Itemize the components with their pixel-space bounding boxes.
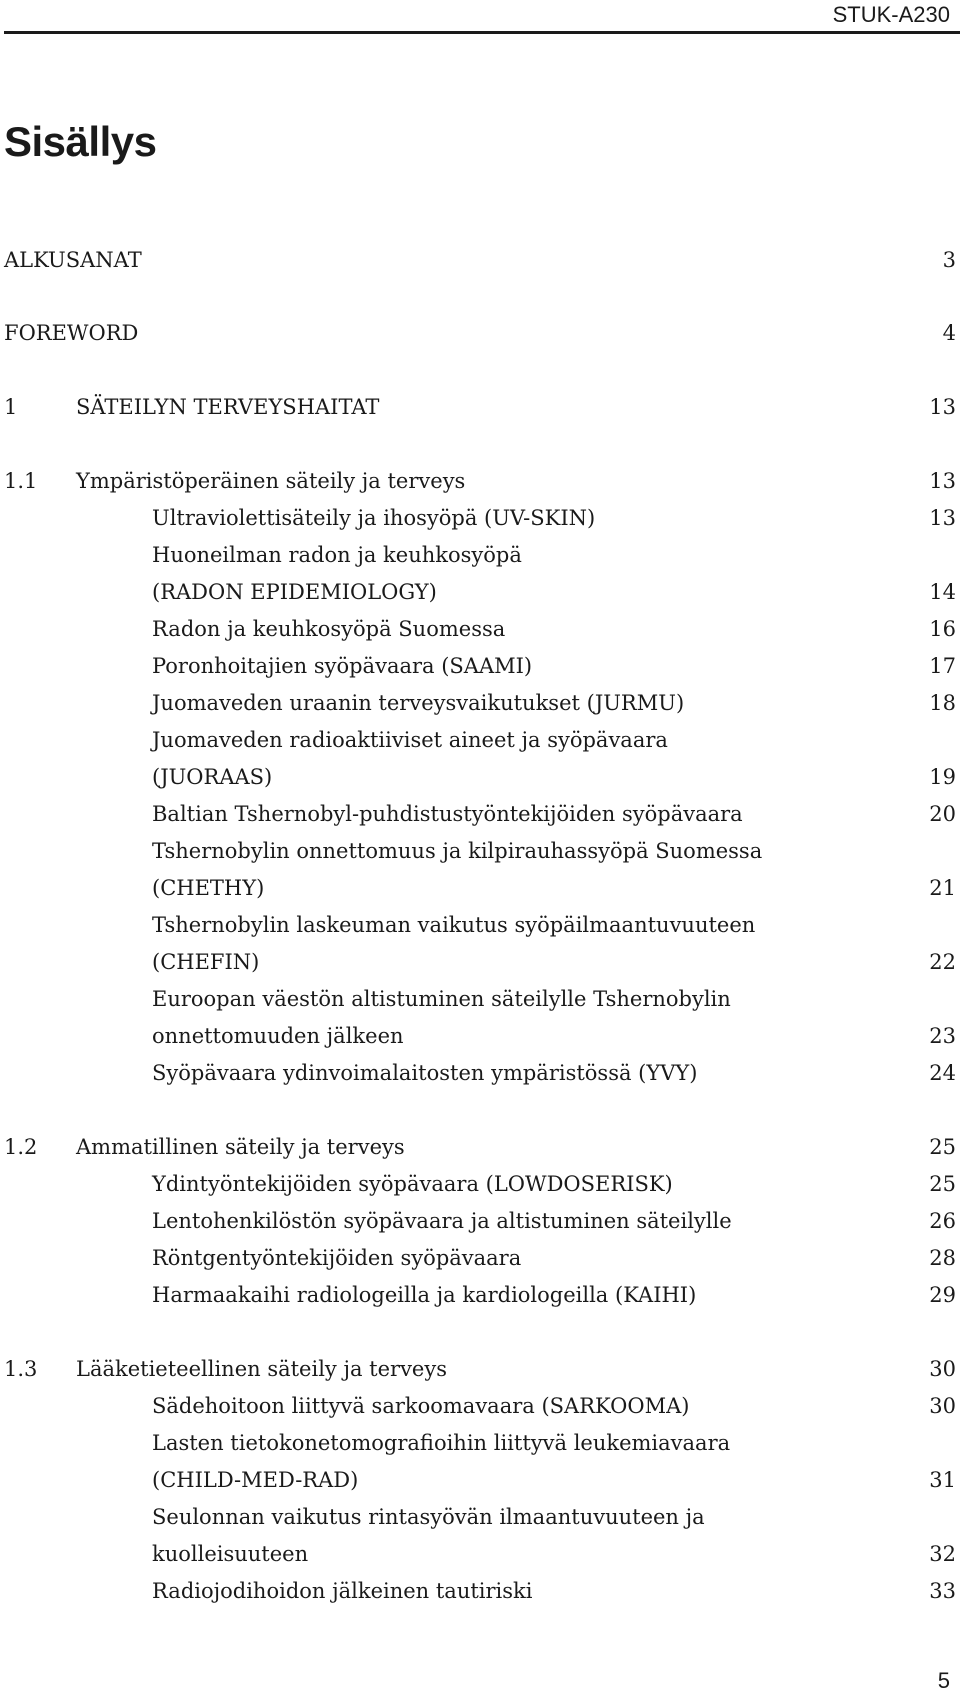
toc-entry-foreword[interactable] <box>4 316 956 350</box>
toc-entry-child-med-rad-line1[interactable] <box>4 1426 956 1460</box>
toc-entry-text: Röntgentyöntekijöiden syöpävaara <box>152 1246 522 1270</box>
toc-entry-text: Ydintyöntekijöiden syöpävaara (LOWDOSERISK) <box>152 1172 673 1196</box>
toc-entry-chefin-line2[interactable] <box>4 945 956 979</box>
toc-entry-text: Juomaveden uraanin terveysvaikutukset (JURMU) <box>152 691 685 715</box>
toc-entry-seulonta-line1[interactable] <box>4 1500 956 1534</box>
toc-entry-lowdoserisk[interactable] <box>4 1167 956 1201</box>
toc-entry-text: Euroopan väestön altistuminen säteilylle Tshernobylin <box>152 987 731 1011</box>
toc-page-number: 23 <box>929 1024 956 1048</box>
toc-entry-text: Ammatillinen säteily ja terveys <box>76 1135 405 1159</box>
toc-page-number: 18 <box>929 691 956 715</box>
toc-entry-lento[interactable] <box>4 1204 956 1238</box>
toc-page-number: 28 <box>929 1246 956 1270</box>
toc-entry-yvy[interactable] <box>4 1056 956 1090</box>
toc-page-number: 4 <box>942 321 956 345</box>
toc-entry-seulonta-line2[interactable] <box>4 1537 956 1571</box>
toc-section-number: 1.1 <box>4 469 38 493</box>
toc-entry-text: Harmaakaihi radiologeilla ja kardiologeilla (KAIHI) <box>152 1283 697 1307</box>
toc-entry-chethy-line2[interactable] <box>4 871 956 905</box>
toc-page-number: 30 <box>929 1394 956 1418</box>
toc-page-number: 22 <box>929 950 956 974</box>
toc-entry-radon-finland[interactable] <box>4 612 956 646</box>
toc-entry-text: Baltian Tshernobyl-puhdistustyöntekijöiden syöpävaara <box>152 802 743 826</box>
toc-entry-europe-line1[interactable] <box>4 982 956 1016</box>
toc-entry-text: FOREWORD <box>4 321 139 345</box>
toc-entry-juoraas-line1[interactable] <box>4 723 956 757</box>
toc-page-number: 32 <box>929 1542 956 1566</box>
toc-entry-chefin-line1[interactable] <box>4 908 956 942</box>
toc-page-number: 13 <box>929 395 956 419</box>
toc-entry-juoraas-line2[interactable] <box>4 760 956 794</box>
toc-page-number: 20 <box>929 802 956 826</box>
page-number: 5 <box>937 1668 950 1693</box>
toc-entry-text: Seulonnan vaikutus rintasyövän ilmaantuvuuteen ja <box>152 1505 705 1529</box>
toc-entry-text: Radiojodihoidon jälkeinen tautiriski <box>152 1579 533 1603</box>
toc-entry-section-1-2[interactable] <box>4 1130 956 1164</box>
table-of-contents <box>4 0 956 1708</box>
toc-entry-text: (CHETHY) <box>152 876 265 900</box>
toc-page-number: 29 <box>929 1283 956 1307</box>
toc-page-number: 26 <box>929 1209 956 1233</box>
toc-page-number: 16 <box>929 617 956 641</box>
toc-entry-text: (JUORAAS) <box>152 765 273 789</box>
toc-entry-baltia[interactable] <box>4 797 956 831</box>
toc-entry-text: SÄTEILYN TERVEYSHAITAT <box>76 395 380 419</box>
toc-page-number: 14 <box>929 580 956 604</box>
toc-entry-radon-line1[interactable] <box>4 538 956 572</box>
toc-entry-text: Huoneilman radon ja keuhkosyöpä <box>152 543 522 567</box>
toc-entry-text: Tshernobylin laskeuman vaikutus syöpäilmaantuvuuteen <box>152 913 756 937</box>
toc-entry-text: (CHEFIN) <box>152 950 260 974</box>
toc-entry-chapter-1[interactable] <box>4 390 956 424</box>
toc-page-number: 13 <box>929 506 956 530</box>
toc-entry-text: (RADON EPIDEMIOLOGY) <box>152 580 437 604</box>
toc-entry-alkusanat[interactable] <box>4 243 956 277</box>
toc-entry-chethy-line1[interactable] <box>4 834 956 868</box>
toc-entry-text: Ultraviolettisäteily ja ihosyöpä (UV-SKIN) <box>152 506 596 530</box>
toc-page-number: 30 <box>929 1357 956 1381</box>
toc-page-number: 19 <box>929 765 956 789</box>
toc-entry-section-1-1[interactable] <box>4 464 956 498</box>
toc-entry-radon-line2[interactable] <box>4 575 956 609</box>
toc-entry-sarkooma[interactable] <box>4 1389 956 1423</box>
toc-page-number: 31 <box>929 1468 956 1492</box>
toc-page-number: 25 <box>929 1135 956 1159</box>
toc-entry-text: Syöpävaara ydinvoimalaitosten ympäristössä (YVY) <box>152 1061 698 1085</box>
toc-entry-text: Lääketieteellinen säteily ja terveys <box>76 1357 447 1381</box>
toc-page-number: 17 <box>929 654 956 678</box>
toc-section-number: 1.3 <box>4 1357 38 1381</box>
toc-entry-radiojodi[interactable] <box>4 1574 956 1608</box>
toc-entry-text: Juomaveden radioaktiiviset aineet ja syöpävaara <box>152 728 668 752</box>
toc-entry-uv-skin[interactable] <box>4 501 956 535</box>
toc-entry-section-1-3[interactable] <box>4 1352 956 1386</box>
toc-section-number: 1.2 <box>4 1135 38 1159</box>
document-code: STUK-A230 <box>832 2 950 27</box>
toc-entry-kaihi[interactable] <box>4 1278 956 1312</box>
toc-page-number: 24 <box>929 1061 956 1085</box>
toc-entry-text: Tshernobylin onnettomuus ja kilpirauhassyöpä Suomessa <box>152 839 763 863</box>
toc-entry-text: onnettomuuden jälkeen <box>152 1024 404 1048</box>
toc-page-number: 21 <box>929 876 956 900</box>
toc-page-number: 33 <box>929 1579 956 1603</box>
toc-entry-text: (CHILD-MED-RAD) <box>152 1468 359 1492</box>
toc-entry-text: ALKUSANAT <box>4 248 142 272</box>
toc-entry-text: Radon ja keuhkosyöpä Suomessa <box>152 617 506 641</box>
toc-entry-text: Lentohenkilöstön syöpävaara ja altistuminen säteilylle <box>152 1209 732 1233</box>
toc-entry-europe-line2[interactable] <box>4 1019 956 1053</box>
toc-page-number: 3 <box>942 248 956 272</box>
toc-entry-text: Ympäristöperäinen säteily ja terveys <box>76 469 466 493</box>
toc-entry-jurmu[interactable] <box>4 686 956 720</box>
toc-entry-text: Sädehoitoon liittyvä sarkoomavaara (SARKOOMA) <box>152 1394 690 1418</box>
toc-entry-text: Poronhoitajien syöpävaara (SAAMI) <box>152 654 533 678</box>
toc-entry-saami[interactable] <box>4 649 956 683</box>
toc-page-number: 13 <box>929 469 956 493</box>
toc-entry-text: kuolleisuuteen <box>152 1542 309 1566</box>
toc-section-number: 1 <box>4 395 18 419</box>
toc-page-number: 25 <box>929 1172 956 1196</box>
toc-entry-text: Lasten tietokonetomografioihin liittyvä leukemiavaara <box>152 1431 731 1455</box>
toc-entry-child-med-rad-line2[interactable] <box>4 1463 956 1497</box>
page-title: Sisällys <box>4 118 157 165</box>
toc-entry-rontgen[interactable] <box>4 1241 956 1275</box>
